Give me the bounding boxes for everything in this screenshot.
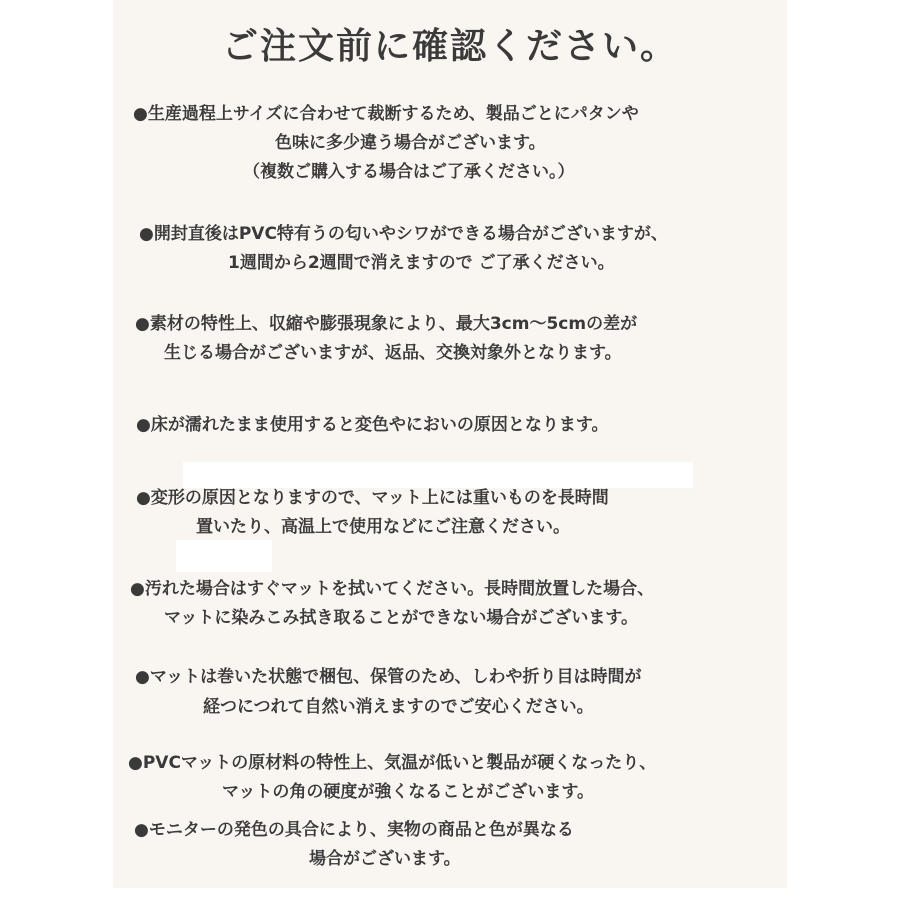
background-patch (176, 540, 272, 572)
note-6-line-1: ●汚れた場合はすぐマットを拭いてください。長時間放置した場合、 (130, 579, 655, 599)
note-3-line-1: ●素材の特性上、収縮や膨張現象により、最大3cm〜5cmの差が (135, 314, 638, 334)
note-6-line-2: マットに染みこみ拭き取ることができない場合がございます。 (164, 608, 638, 628)
note-5-line-1: ●変形の原因となりますので、マット上には重いものを長時間 (136, 488, 609, 508)
note-8-line-1: ●PVCマットの原材料の特性上、気温が低いと製品が硬くなったり、 (128, 753, 657, 773)
note-5-line-2: 置いたり、高温上で使用などにご注意ください。 (196, 517, 570, 537)
background-patch (183, 462, 693, 488)
note-3-line-2: 生じる場合がございますが、返品、交換対象外となります。 (164, 343, 622, 363)
note-1-line-1: ●生産過程上サイズに合わせて裁断するため、製品ごとにパタンや (133, 104, 639, 124)
note-1-line-2: 色味に多少違う場合がございます。 (275, 133, 546, 153)
note-1-line-3: （複数ご購入する場合はご了承ください。） (243, 162, 575, 182)
note-4-line-1: ●床が濡れたまま使用すると変色やにおいの原因となります。 (136, 415, 609, 435)
note-2-line-1: ●開封直後はPVC特有うの匂いやシワができる場合がございますが、 (139, 224, 668, 244)
page-title: ご注文前に確認ください。 (221, 26, 678, 67)
note-7-line-2: 経つにつれて自然い消えますのでご安心ください。 (203, 697, 594, 717)
note-9-line-2: 場合がございます。 (309, 849, 461, 869)
note-8-line-2: マットの角の硬度が強くなることがございます。 (222, 782, 594, 802)
note-2-line-2: 1週間から2週間で消えますので ご了承ください。 (228, 253, 615, 273)
note-7-line-1: ●マットは巻いた状態で梱包、保管のため、しわや折り目は時間が (135, 667, 642, 687)
note-9-line-1: ●モニターの発色の具合により、実物の商品と色が異なる (134, 820, 574, 840)
